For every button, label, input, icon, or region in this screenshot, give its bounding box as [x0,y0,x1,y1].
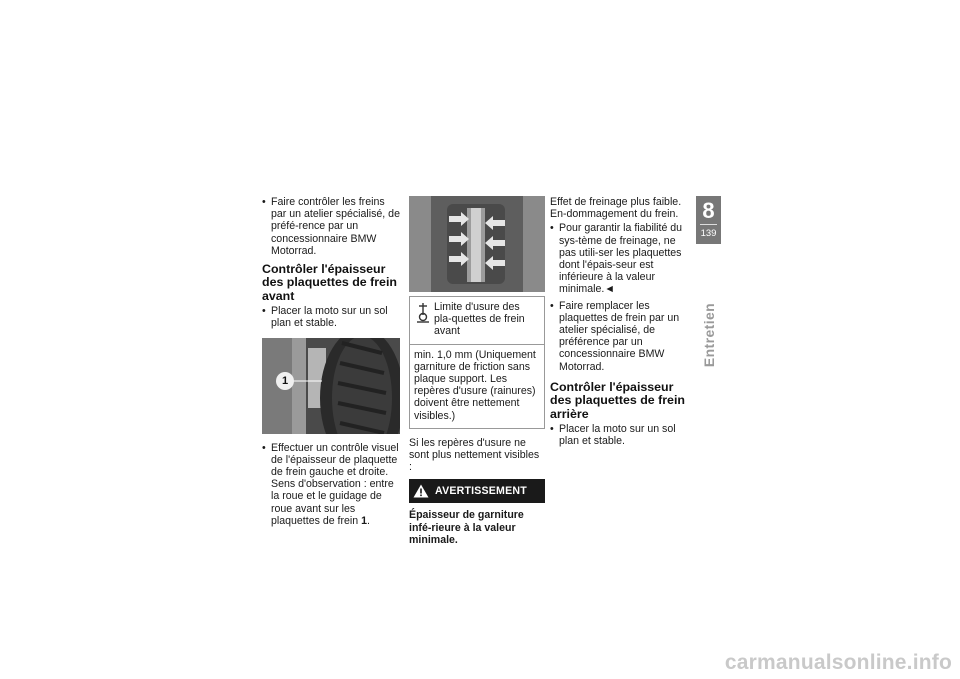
spec-label-row [410,297,544,344]
column-right [550,196,688,449]
bullet-brake-workshop: • Faire contrôler les freins par un atelier spécialisé, de préfé-rence par un concessionnaire BMW Motorrad. [262,196,402,257]
chapter-number: 8 [702,198,715,223]
callout-1: 1 [276,372,294,390]
bullet-level-ground: • Placer la moto sur un sol plan et stable. [262,305,402,329]
spec-label: Limite d'usure des pla-quettes de frein avant [434,301,525,338]
warning-banner [409,479,545,503]
para-consequence: Effet de freinage plus faible. En-dommagement du frein. [550,196,682,221]
front-wheel-photo [262,338,400,434]
wrench-gauge-icon [414,301,432,323]
bullet-replace-pads: • Faire remplacer les plaquettes de frein par un atelier spécialisé, de préférence par un concessionnaire BMW Motorrad. [550,300,688,373]
spec-value: min. 1,0 mm (Uniquement garniture de friction sans plaque support. Les repères d'usure (rainures) doivent être nettement visibles.) [410,344,544,428]
bullet-visual-check: • Effectuer un contrôle visuel de l'épaisseur de plaquette de frein gauche et droite. Sens d'observation : entre la roue et le guidage de roue avant sur les plaquettes de frein 1. [262,442,402,527]
column-middle [409,196,545,548]
warning-label: AVERTISSEMENT [435,485,527,498]
column-left [262,196,402,529]
page-number: 139 [700,228,717,239]
chapter-tab [696,196,721,244]
bullet-level-ground-rear: • Placer la moto sur un sol plan et stable. [550,423,688,447]
brake-pad-illustration [409,196,545,292]
brake-pad-photo [409,196,545,292]
warning-text: Épaisseur de garniture infé-rieure à la valeur minimale. [409,509,524,546]
end-mark-icon: ◄ [604,283,615,296]
bullet-reliability: • Pour garantir la fiabilité du sys-tème de freinage, ne pas utili-ser les plaquettes dont l'épais-seur est inférieure à la valeur minimale.◄ [550,222,688,295]
warning-triangle-icon [413,484,429,498]
heading-front-pads: Contrôler l'épaisseur des plaquettes de frein avant [262,262,397,303]
chapter-title: Entretien [700,302,717,368]
para-wear-marks: Si les repères d'usure ne sont plus nettement visibles : [409,436,540,474]
spec-table [409,296,545,429]
watermark: carmanualsonline.info [724,651,952,674]
part-reference: 1 [361,514,368,527]
tab-divider [700,224,717,225]
heading-rear-pads: Contrôler l'épaisseur des plaquettes de frein arrière [550,379,685,421]
